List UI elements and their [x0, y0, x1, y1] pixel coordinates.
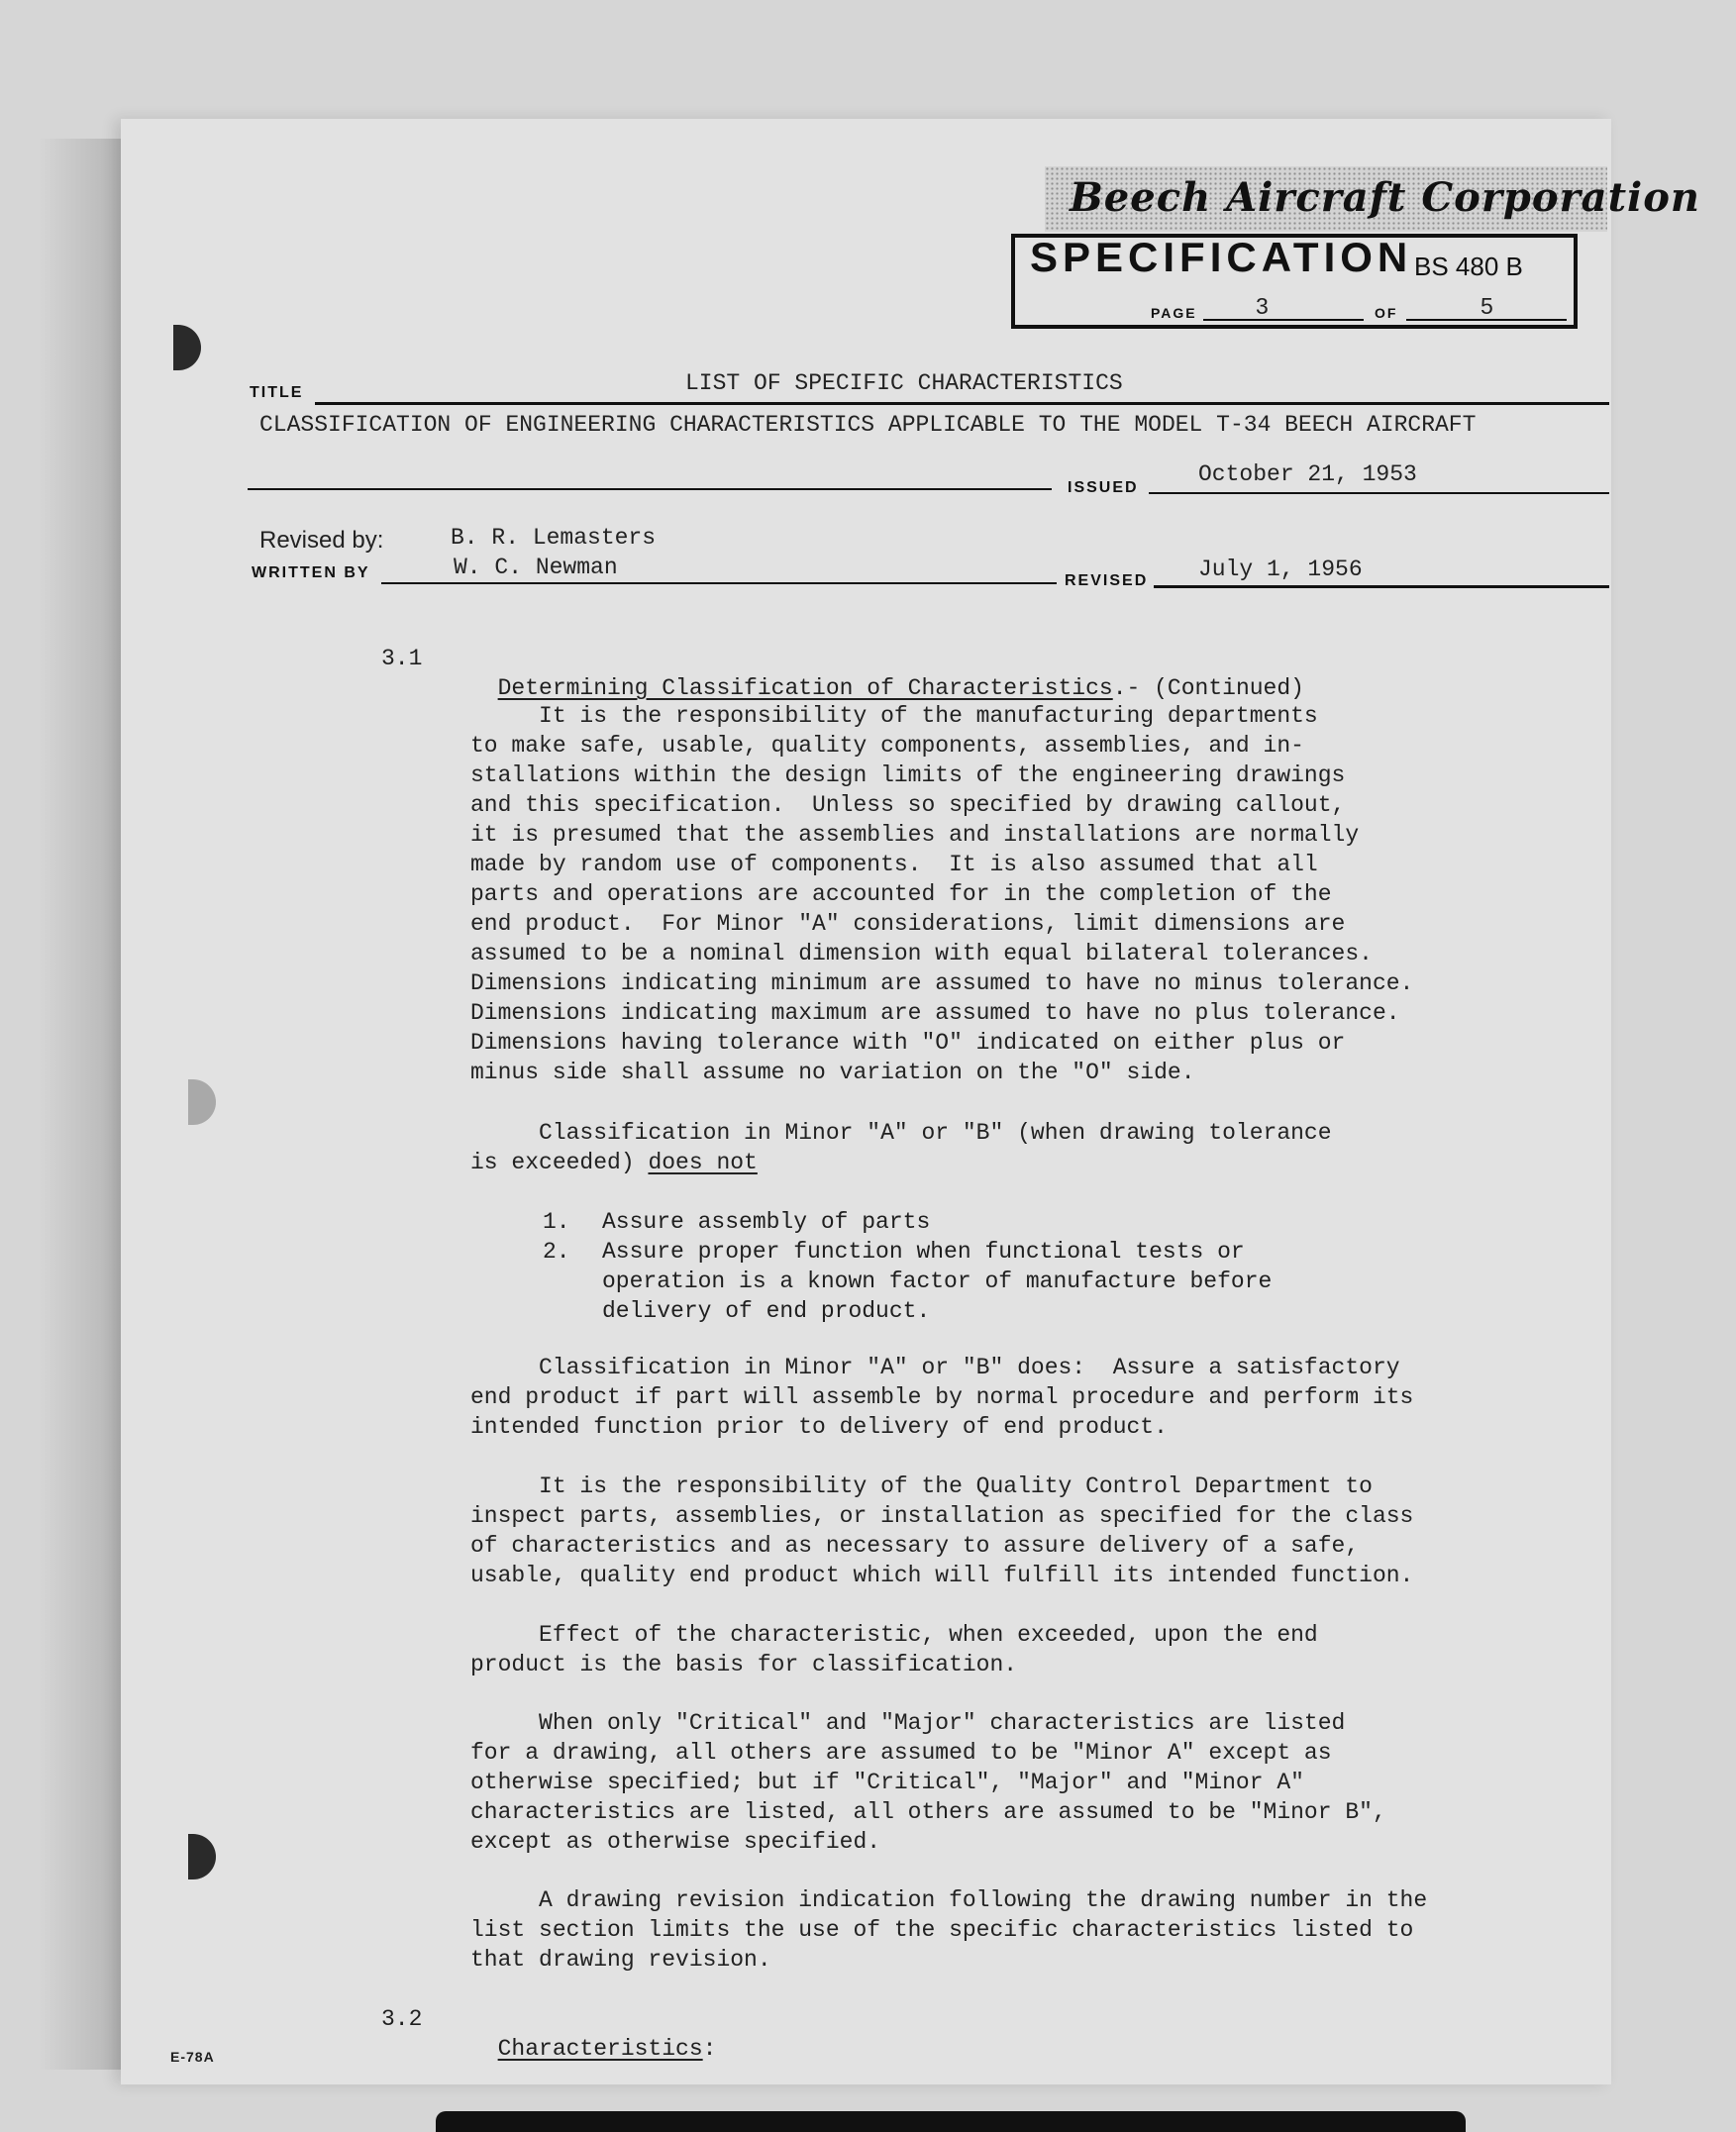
paragraph-line: end product if part will assemble by normal procedure and perform its	[470, 1384, 1414, 1410]
paragraph-effect-of-characteristic	[470, 1620, 1520, 1679]
spec-title: SPECIFICATION	[1030, 234, 1413, 280]
revised-label: REVISED	[1065, 572, 1149, 589]
list-item-1-text: Assure assembly of parts	[602, 1209, 931, 1235]
title-line-1-text: LIST OF SPECIFIC CHARACTERISTICS	[685, 370, 1123, 396]
paragraph-line: characteristics are listed, all others are assumed to be "Minor B",	[470, 1799, 1386, 1825]
page-label: PAGE	[1151, 305, 1197, 321]
paragraph-line: otherwise specified; but if "Critical", "Major" and "Minor A"	[470, 1770, 1304, 1795]
written-by-name: W. C. Newman	[454, 555, 618, 580]
section-3-2-heading	[470, 2004, 716, 2064]
section-3-2-heading-text: Characteristics	[497, 2036, 703, 2062]
paragraph-line: assumed to be a nominal dimension with equal bilateral tolerances.	[470, 941, 1373, 966]
paragraph-line: of characteristics and as necessary to assure delivery of a safe,	[470, 1533, 1360, 1559]
title-line-1	[315, 402, 1609, 405]
written-by-label: WRITTEN BY	[252, 564, 370, 581]
paragraph-line: stallations within the design limits of the engineering drawings	[470, 762, 1346, 788]
paragraph-line: A drawing revision indication following the drawing number in the	[470, 1887, 1428, 1913]
emphasis-does-not: does not	[648, 1150, 758, 1175]
paragraph-line: It is the responsibility of the Quality Control Department to	[470, 1473, 1373, 1499]
paragraph-line: made by random use of components. It is also assumed that all	[470, 852, 1318, 877]
paragraph-line: list section limits the use of the specific characteristics listed to	[470, 1917, 1414, 1943]
scan-edge-artifact	[436, 2111, 1466, 2132]
section-3-1-heading-text: Determining Classification of Characteristics	[497, 675, 1113, 701]
binder-shadow	[38, 139, 127, 2070]
spec-number: BS 480 B	[1414, 252, 1523, 281]
section-3-1-heading	[470, 644, 1304, 703]
list-item-2-number: 2.	[543, 1239, 570, 1265]
paragraph-critical-major-listing	[470, 1708, 1520, 1857]
paragraph-line: usable, quality end product which will fulfill its intended function.	[470, 1563, 1414, 1588]
page-line	[1203, 319, 1364, 321]
paragraph-line: except as otherwise specified.	[470, 1829, 881, 1855]
paragraph-line: Dimensions indicating minimum are assumed to have no minus tolerance.	[470, 970, 1414, 996]
paragraph-line: Classification in Minor "A" or "B" does: Assure a satisfactory	[470, 1355, 1400, 1380]
paragraph-drawing-revision	[470, 1885, 1520, 1975]
paragraph-line: end product. For Minor "A" considerations, limit dimensions are	[470, 911, 1346, 937]
section-3-2-number: 3.2	[381, 2006, 423, 2032]
paragraph-line: product is the basis for classification.	[470, 1652, 1018, 1677]
title-label: TITLE	[250, 384, 304, 401]
list-item-2-line-2: operation is a known factor of manufacture before	[602, 1269, 1273, 1294]
paragraph-line: for a drawing, all others are assumed to be "Minor A" except as	[470, 1740, 1332, 1766]
page-total: 5	[1481, 293, 1493, 319]
revised-by-label: Revised by:	[259, 527, 384, 554]
list-item-2-line-3: delivery of end product.	[602, 1298, 931, 1324]
paragraph-line: inspect parts, assemblies, or installation as specified for the class	[470, 1503, 1414, 1529]
paragraph-line: Dimensions having tolerance with "O" indicated on either plus or	[470, 1030, 1346, 1056]
paragraph-line: that drawing revision.	[470, 1947, 771, 1973]
paragraph-line: It is the responsibility of the manufacturing departments	[470, 703, 1318, 729]
revised-line	[1154, 585, 1609, 588]
title-line-3	[248, 488, 1052, 490]
paragraph-line: Dimensions indicating maximum are assumed to have no plus tolerance.	[470, 1000, 1400, 1026]
title-line-2-text: CLASSIFICATION OF ENGINEERING CHARACTERISTICS APPLICABLE TO THE MODEL T-34 BEECH AIRCRAFT	[259, 412, 1477, 438]
section-3-1-number: 3.1	[381, 646, 423, 671]
paragraph-line: is exceeded)	[470, 1150, 649, 1175]
paragraph-manufacturing-responsibility	[470, 701, 1520, 1087]
paragraph-line: and this specification. Unless so specified by drawing callout,	[470, 792, 1346, 818]
of-label: OF	[1375, 305, 1398, 321]
company-name: Beech Aircraft Corporation	[1070, 174, 1700, 221]
revised-by-name: B. R. Lemasters	[451, 525, 657, 551]
paragraph-line: parts and operations are accounted for in the completion of the	[470, 881, 1332, 907]
revised-date: July 1, 1956	[1198, 557, 1363, 582]
paragraph-classification-does	[470, 1353, 1520, 1442]
paragraph-line: to make safe, usable, quality components, assemblies, and in-	[470, 733, 1304, 759]
form-number: E-78A	[170, 2049, 215, 2065]
paragraph-line: Effect of the characteristic, when exceeded, upon the end	[470, 1622, 1318, 1648]
paragraph-quality-control	[470, 1472, 1520, 1590]
page-number: 3	[1256, 293, 1269, 319]
issued-line	[1149, 492, 1609, 494]
section-3-1-heading-suffix: .- (Continued)	[1112, 675, 1304, 701]
paragraph-classification-does-not	[470, 1118, 1520, 1177]
list-item-2-line-1: Assure proper function when functional tests or	[602, 1239, 1245, 1265]
written-by-line	[381, 582, 1057, 584]
paragraph-line: When only "Critical" and "Major" characteristics are listed	[470, 1710, 1346, 1736]
issued-label: ISSUED	[1068, 479, 1139, 496]
paragraph-line: intended function prior to delivery of end product.	[470, 1414, 1168, 1440]
issued-date: October 21, 1953	[1198, 461, 1417, 487]
paragraph-line: Classification in Minor "A" or "B" (when drawing tolerance	[470, 1120, 1332, 1146]
section-3-2-heading-suffix: :	[702, 2036, 717, 2062]
paragraph-line: minus side shall assume no variation on the "O" side.	[470, 1060, 1195, 1085]
paragraph-line: it is presumed that the assemblies and installations are normally	[470, 822, 1360, 848]
list-item-1-number: 1.	[543, 1209, 570, 1235]
